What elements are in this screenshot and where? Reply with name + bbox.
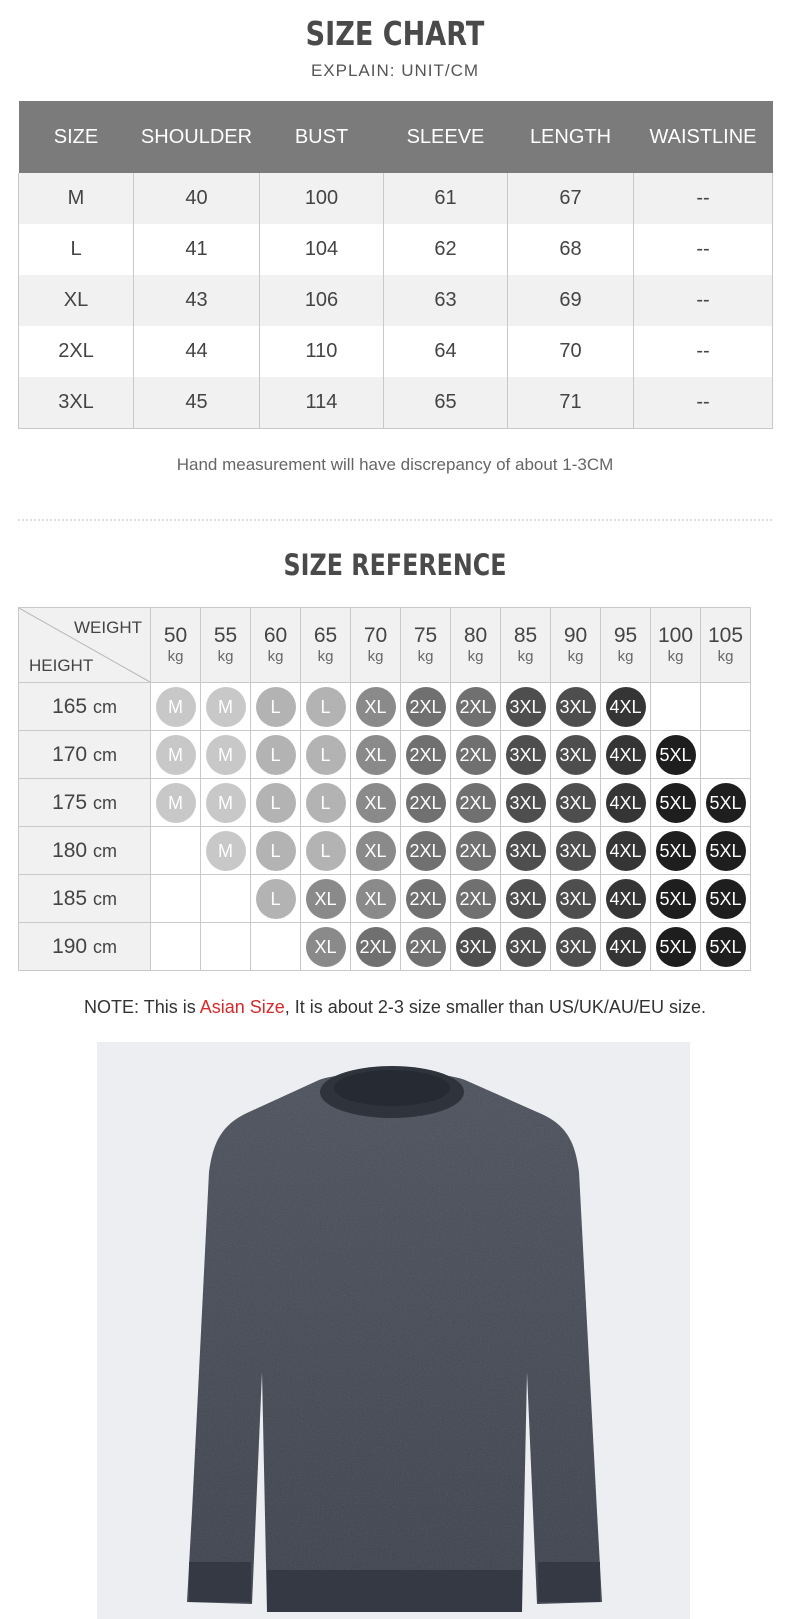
- size-reference-table: [18, 607, 751, 971]
- size-badge: L: [306, 783, 346, 823]
- height-cell: [19, 683, 151, 731]
- size-badge: 3XL: [556, 927, 596, 967]
- weight-label: WEIGHT: [74, 618, 142, 637]
- size-badge: 3XL: [456, 927, 496, 967]
- weight-unit: kg: [517, 648, 534, 665]
- size-badge: XL: [356, 687, 396, 727]
- table-row: [19, 923, 751, 971]
- cell-waistline: --: [634, 326, 773, 377]
- size-chart-table: [18, 101, 773, 429]
- size-badge: 2XL: [406, 687, 446, 727]
- height-unit: cm: [92, 744, 117, 765]
- size-cell: [301, 731, 351, 779]
- size-reference-title: SIZE REFERENCE: [283, 548, 507, 582]
- size-badge: 2XL: [406, 927, 446, 967]
- cell-bust: 104: [260, 224, 384, 275]
- size-cell: [651, 875, 701, 923]
- header-shoulder: SHOULDER: [134, 101, 260, 173]
- size-badge: 4XL: [606, 735, 646, 775]
- size-cell: [401, 683, 451, 731]
- size-cell: [651, 923, 701, 971]
- size-badge: 3XL: [556, 687, 596, 727]
- weight-header: [601, 608, 651, 683]
- cell-size: L: [19, 224, 134, 275]
- size-cell: [201, 923, 251, 971]
- size-badge: 5XL: [706, 831, 746, 871]
- size-cell: [151, 731, 201, 779]
- size-badge: L: [256, 831, 296, 871]
- weight-header-row: [19, 608, 751, 683]
- weight-header: [451, 608, 501, 683]
- size-cell: [651, 779, 701, 827]
- weight-header: [401, 608, 451, 683]
- size-badge: L: [306, 687, 346, 727]
- size-badge: 3XL: [506, 687, 546, 727]
- size-cell: [251, 827, 301, 875]
- size-cell: [401, 875, 451, 923]
- cell-size: 3XL: [19, 377, 134, 429]
- height-value: 190: [52, 934, 93, 958]
- sweater-image: [97, 1042, 690, 1619]
- height-cell: [19, 779, 151, 827]
- size-cell: [501, 875, 551, 923]
- weight-unit: kg: [467, 648, 484, 665]
- cell-waistline: --: [634, 377, 773, 429]
- section-divider: [18, 519, 772, 521]
- weight-value: 95: [613, 624, 638, 647]
- size-badge: 5XL: [656, 735, 696, 775]
- weight-header: [201, 608, 251, 683]
- cell-bust: 114: [260, 377, 384, 429]
- height-cell: [19, 923, 151, 971]
- height-value: 170: [52, 742, 93, 766]
- size-cell: [201, 779, 251, 827]
- cell-sleeve: 61: [384, 173, 508, 224]
- height-cell: [19, 827, 151, 875]
- size-cell: [551, 923, 601, 971]
- size-badge: L: [256, 783, 296, 823]
- size-badge: 2XL: [456, 879, 496, 919]
- size-cell: [151, 683, 201, 731]
- size-cell: [451, 875, 501, 923]
- table-row: [19, 326, 773, 377]
- size-badge: XL: [356, 831, 396, 871]
- cell-length: 71: [508, 377, 634, 429]
- size-cell: [151, 779, 201, 827]
- size-cell: [201, 827, 251, 875]
- height-value: 180: [52, 838, 93, 862]
- weight-header: [551, 608, 601, 683]
- size-cell: [701, 779, 751, 827]
- header-bust: BUST: [260, 101, 384, 173]
- size-badge: M: [156, 783, 196, 823]
- size-badge: 3XL: [506, 783, 546, 823]
- size-cell: [501, 923, 551, 971]
- size-cell: [551, 875, 601, 923]
- table-row: [19, 683, 751, 731]
- cell-waistline: --: [634, 173, 773, 224]
- size-reference-body: [19, 683, 751, 971]
- size-badge: 5XL: [656, 783, 696, 823]
- header-size: SIZE: [19, 101, 134, 173]
- product-photo: [97, 1042, 690, 1619]
- size-badge: 3XL: [506, 927, 546, 967]
- size-badge: 5XL: [706, 879, 746, 919]
- size-cell: [551, 683, 601, 731]
- table-row: [19, 731, 751, 779]
- weight-header: [251, 608, 301, 683]
- size-badge: M: [206, 735, 246, 775]
- size-cell: [401, 779, 451, 827]
- cell-length: 67: [508, 173, 634, 224]
- size-badge: 5XL: [706, 783, 746, 823]
- height-unit: cm: [92, 792, 117, 813]
- height-value: 175: [52, 790, 93, 814]
- size-cell: [351, 875, 401, 923]
- weight-value: 85: [513, 624, 538, 647]
- size-badge: 4XL: [606, 687, 646, 727]
- sweater-body: [187, 1066, 602, 1612]
- height-label: HEIGHT: [29, 656, 94, 675]
- table-row: [19, 173, 773, 224]
- cell-bust: 106: [260, 275, 384, 326]
- corner-cell: [19, 608, 151, 683]
- size-badge: M: [206, 783, 246, 823]
- size-cell: [501, 827, 551, 875]
- height-unit: cm: [92, 936, 117, 957]
- size-cell: [301, 779, 351, 827]
- table-row: [19, 827, 751, 875]
- height-unit: cm: [92, 888, 117, 909]
- size-cell: [701, 827, 751, 875]
- size-cell: [151, 827, 201, 875]
- cell-size: M: [19, 173, 134, 224]
- size-badge: XL: [306, 879, 346, 919]
- size-cell: [451, 923, 501, 971]
- size-badge: XL: [306, 927, 346, 967]
- measurement-note: Hand measurement will have discrepancy of about 1-3CM: [176, 455, 614, 474]
- size-badge: XL: [356, 783, 396, 823]
- size-badge: L: [306, 735, 346, 775]
- weight-unit: kg: [617, 648, 634, 665]
- size-cell: [251, 923, 301, 971]
- size-cell: [201, 731, 251, 779]
- size-cell: [251, 731, 301, 779]
- weight-header: [501, 608, 551, 683]
- cell-length: 68: [508, 224, 634, 275]
- cell-shoulder: 40: [134, 173, 260, 224]
- size-cell: [451, 731, 501, 779]
- size-badge: 3XL: [556, 783, 596, 823]
- size-chart-subtitle: EXPLAIN: UNIT/CM: [310, 61, 480, 80]
- cell-length: 70: [508, 326, 634, 377]
- size-cell: [251, 779, 301, 827]
- size-badge: XL: [356, 735, 396, 775]
- size-cell: [401, 923, 451, 971]
- weight-value: 60: [263, 624, 288, 647]
- size-badge: L: [256, 687, 296, 727]
- size-cell: [601, 731, 651, 779]
- size-badge: 3XL: [506, 879, 546, 919]
- table-row: [19, 275, 773, 326]
- size-badge: M: [156, 687, 196, 727]
- weight-value: 55: [213, 624, 238, 647]
- size-cell: [201, 875, 251, 923]
- size-badge: XL: [356, 879, 396, 919]
- cell-sleeve: 65: [384, 377, 508, 429]
- size-badge: 5XL: [706, 927, 746, 967]
- size-cell: [651, 827, 701, 875]
- table-row: [19, 224, 773, 275]
- size-badge: 5XL: [656, 879, 696, 919]
- size-badge: 4XL: [606, 879, 646, 919]
- header-length: LENGTH: [508, 101, 634, 173]
- size-badge: 4XL: [606, 783, 646, 823]
- size-badge: L: [256, 879, 296, 919]
- size-badge: M: [206, 831, 246, 871]
- weight-unit: kg: [267, 648, 284, 665]
- note-prefix: NOTE: This is: [84, 997, 200, 1017]
- size-badge: 3XL: [506, 831, 546, 871]
- size-cell: [351, 731, 401, 779]
- weight-unit: kg: [717, 648, 734, 665]
- height-unit: cm: [92, 696, 117, 717]
- weight-value: 50: [163, 624, 188, 647]
- size-cell: [501, 779, 551, 827]
- size-badge: L: [306, 831, 346, 871]
- size-cell: [601, 923, 651, 971]
- weight-unit: kg: [217, 648, 234, 665]
- cell-bust: 110: [260, 326, 384, 377]
- size-cell: [701, 683, 751, 731]
- size-cell: [151, 875, 201, 923]
- size-chart-body: [19, 173, 773, 429]
- size-cell: [501, 683, 551, 731]
- size-badge: 5XL: [656, 927, 696, 967]
- cell-sleeve: 62: [384, 224, 508, 275]
- size-badge: 2XL: [406, 831, 446, 871]
- height-value: 165: [52, 694, 93, 718]
- size-cell: [251, 875, 301, 923]
- cell-shoulder: 45: [134, 377, 260, 429]
- size-badge: 3XL: [556, 831, 596, 871]
- size-cell: [601, 827, 651, 875]
- size-badge: 3XL: [556, 735, 596, 775]
- header-waistline: WAISTLINE: [634, 101, 773, 173]
- size-cell: [501, 731, 551, 779]
- weight-header: [351, 608, 401, 683]
- size-badge: 2XL: [406, 879, 446, 919]
- header-sleeve: SLEEVE: [384, 101, 508, 173]
- weight-unit: kg: [567, 648, 584, 665]
- size-cell: [701, 923, 751, 971]
- cell-waistline: --: [634, 224, 773, 275]
- note-suffix: , It is about 2-3 size smaller than US/UK/AU/EU size.: [284, 997, 706, 1017]
- size-cell: [551, 731, 601, 779]
- cell-sleeve: 63: [384, 275, 508, 326]
- cell-shoulder: 43: [134, 275, 260, 326]
- size-badge: 3XL: [506, 735, 546, 775]
- weight-unit: kg: [417, 648, 434, 665]
- asian-size-note: [0, 997, 790, 1018]
- weight-value: 70: [363, 624, 388, 647]
- cell-waistline: --: [634, 275, 773, 326]
- weight-value: 75: [413, 624, 438, 647]
- size-cell: [701, 731, 751, 779]
- weight-value: 80: [463, 624, 488, 647]
- size-chart-title: SIZE CHART: [305, 14, 485, 53]
- weight-header: [151, 608, 201, 683]
- height-cell: [19, 875, 151, 923]
- size-badge: 2XL: [456, 783, 496, 823]
- cell-size: XL: [19, 275, 134, 326]
- size-cell: [151, 923, 201, 971]
- size-cell: [451, 827, 501, 875]
- size-cell: [301, 923, 351, 971]
- weight-header: [301, 608, 351, 683]
- cell-bust: 100: [260, 173, 384, 224]
- size-cell: [701, 875, 751, 923]
- cell-size: 2XL: [19, 326, 134, 377]
- size-badge: M: [206, 687, 246, 727]
- weight-value: 65: [313, 624, 338, 647]
- table-row: [19, 779, 751, 827]
- height-value: 185: [52, 886, 93, 910]
- cell-shoulder: 41: [134, 224, 260, 275]
- size-badge: L: [256, 735, 296, 775]
- size-badge: 3XL: [556, 879, 596, 919]
- size-cell: [351, 779, 401, 827]
- size-cell: [201, 683, 251, 731]
- size-cell: [301, 827, 351, 875]
- size-chart-header-row: [19, 101, 773, 173]
- size-cell: [551, 779, 601, 827]
- size-badge: 2XL: [356, 927, 396, 967]
- cell-shoulder: 44: [134, 326, 260, 377]
- size-badge: 2XL: [406, 735, 446, 775]
- weight-unit: kg: [367, 648, 384, 665]
- size-cell: [401, 827, 451, 875]
- size-badge: 2XL: [456, 735, 496, 775]
- size-badge: M: [156, 735, 196, 775]
- size-cell: [351, 923, 401, 971]
- height-unit: cm: [92, 840, 117, 861]
- size-badge: 2XL: [456, 687, 496, 727]
- size-cell: [301, 875, 351, 923]
- note-highlight: Asian Size: [199, 997, 285, 1017]
- table-row: [19, 377, 773, 429]
- size-badge: 4XL: [606, 831, 646, 871]
- cell-sleeve: 64: [384, 326, 508, 377]
- size-cell: [451, 683, 501, 731]
- size-badge: 5XL: [656, 831, 696, 871]
- weight-unit: kg: [317, 648, 334, 665]
- weight-value: 100: [657, 624, 694, 647]
- size-cell: [351, 683, 401, 731]
- cell-length: 69: [508, 275, 634, 326]
- size-cell: [601, 683, 651, 731]
- weight-unit: kg: [667, 648, 684, 665]
- size-badge: 2XL: [406, 783, 446, 823]
- size-cell: [251, 683, 301, 731]
- table-row: [19, 875, 751, 923]
- size-badge: 2XL: [456, 831, 496, 871]
- weight-header: [651, 608, 701, 683]
- size-cell: [601, 779, 651, 827]
- weight-value: 105: [707, 624, 744, 647]
- size-cell: [451, 779, 501, 827]
- size-cell: [301, 683, 351, 731]
- weight-header: [701, 608, 751, 683]
- height-cell: [19, 731, 151, 779]
- weight-value: 90: [563, 624, 588, 647]
- size-badge: 4XL: [606, 927, 646, 967]
- size-cell: [401, 731, 451, 779]
- weight-unit: kg: [167, 648, 184, 665]
- size-cell: [351, 827, 401, 875]
- size-cell: [551, 827, 601, 875]
- size-cell: [651, 731, 701, 779]
- size-cell: [651, 683, 701, 731]
- size-cell: [601, 875, 651, 923]
